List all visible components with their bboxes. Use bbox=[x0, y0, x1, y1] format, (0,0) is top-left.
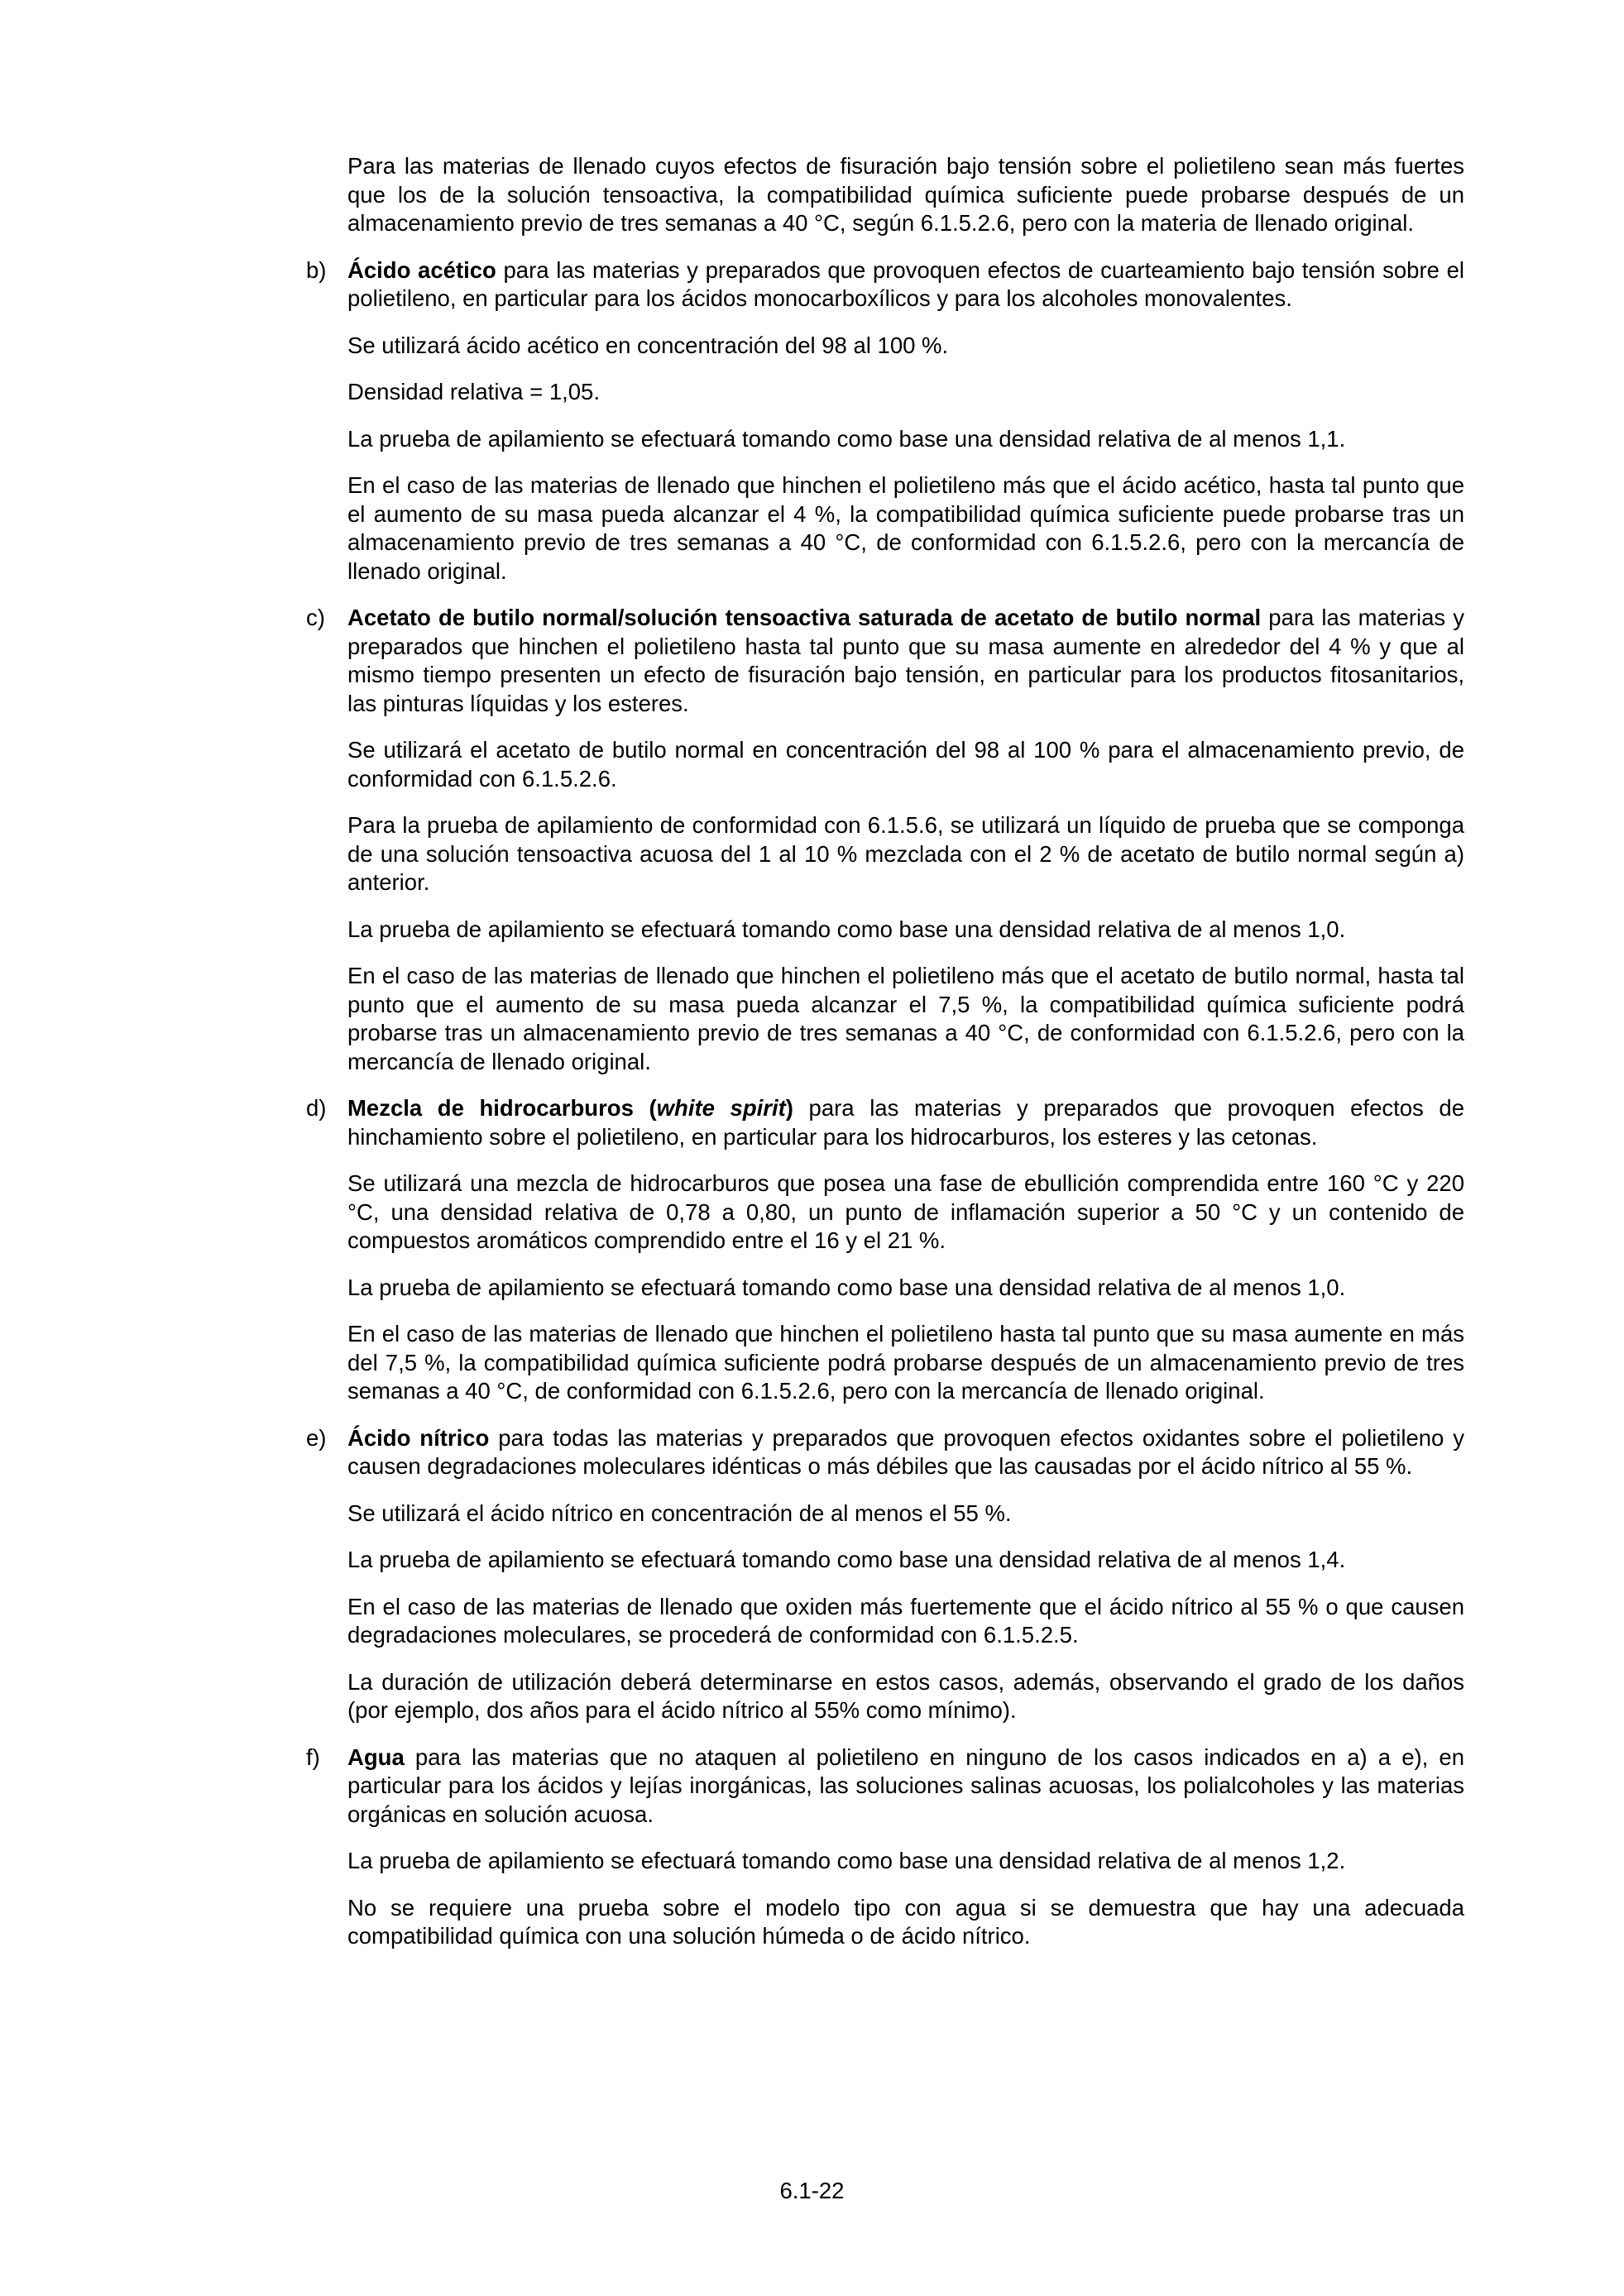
list-marker-b: b) bbox=[306, 256, 327, 283]
intro-paragraph: Para las materias de llenado cuyos efectos de fisuración bajo tensión sobre el polietileno sean más fuertes que los de la solución tensoactiva, la compatibilidad química suficiente puede probarse después de un almacenamiento previo de tres semanas a 40 °C, según 6.1.5.2.6, pero con la materia de llenado original. bbox=[347, 153, 1464, 236]
page-number: 6.1-22 bbox=[779, 2178, 845, 2203]
item-e-text: para todas las materias y preparados que provoquen efectos oxidantes sobre el polietileno y causen degradaciones moleculares idénticas o más débiles que las causadas por el ácido nítrico al 55 %. bbox=[347, 1424, 1464, 1479]
list-marker-e: e) bbox=[306, 1424, 327, 1451]
item-b-paragraph-4: En el caso de las materias de llenado que hinchen el polietileno más que el ácido acético, hasta tal punto que el aumento de su masa pueda alcanzar el 4 %, la compatibilidad química suficiente puede probarse tras un almacenamiento previo de tres semanas a 40 °C, de conformidad con 6.1.5.2.6, pero con la mercancía de llenado original. bbox=[347, 472, 1464, 584]
item-f-paragraph-2: No se requiere una prueba sobre el modelo tipo con agua si se demuestra que hay una adecuada compatibilidad química con una solución húmeda o de ácido nítrico. bbox=[347, 1894, 1464, 1949]
item-c-paragraph-2: Para la prueba de apilamiento de conformidad con 6.1.5.6, se utilizará un líquido de prueba que se componga de una solución tensoactiva acuosa del 1 al 10 % mezclada con el 2 % de acetato de butilo normal según a) anterior. bbox=[347, 812, 1464, 895]
item-c-paragraph-3: La prueba de apilamiento se efectuará tomando como base una densidad relativa de al menos 1,0. bbox=[347, 916, 1346, 942]
item-d-text: para las materias y preparados que provoquen efectos de hinchamiento sobre el polietileno, en particular para los hidrocarburos, los esteres y las cetonas. bbox=[347, 1095, 1464, 1150]
list-marker-c: c) bbox=[306, 605, 325, 630]
list-marker-d: d) bbox=[306, 1095, 327, 1121]
item-b-paragraph-1: Se utilizará ácido acético en concentración del 98 al 100 %. bbox=[347, 332, 949, 358]
item-e-title: Ácido nítrico bbox=[347, 1424, 490, 1451]
item-e-paragraph-3: En el caso de las materias de llenado que oxiden más fuertemente que el ácido nítrico al 55 % o que causen degradaciones moleculares, se procederá de conformidad con 6.1.5.2.5. bbox=[347, 1593, 1464, 1648]
item-d-paragraph-3: En el caso de las materias de llenado que hinchen el polietileno hasta tal punto que su masa aumente en más del 7,5 %, la compatibilidad química suficiente podrá probarse después de un almacenamiento previo de tres semanas a 40 °C, de conformidad con 6.1.5.2.6, pero con la mercancía de llenado original. bbox=[347, 1321, 1464, 1404]
document-body bbox=[306, 152, 1464, 1969]
list-marker-f: f) bbox=[306, 1744, 320, 1770]
item-e-paragraph-2: La prueba de apilamiento se efectuará tomando como base una densidad relativa de al menos 1,4. bbox=[347, 1547, 1346, 1572]
item-b-text: para las materias y preparados que provoquen efectos de cuarteamiento bajo tensión sobre el polietileno, en particular para los ácidos monocarboxílicos y para los alcoholes monovalentes. bbox=[347, 256, 1464, 311]
item-f-paragraph-1: La prueba de apilamiento se efectuará tomando como base una densidad relativa de al menos 1,2. bbox=[347, 1848, 1346, 1873]
list-item-c bbox=[306, 604, 1464, 718]
item-d-title-italic: white spirit bbox=[656, 1095, 786, 1121]
item-d-title-b: ) bbox=[785, 1095, 793, 1121]
item-c-paragraph-4: En el caso de las materias de llenado que hinchen el polietileno más que el acetato de butilo normal, hasta tal punto que el aumento de su masa pueda alcanzar el 7,5 %, la compatibilidad química suficiente podrá probarse tras un almacenamiento previo de tres semanas a 40 °C, de conformidad con 6.1.5.2.6, pero con la mercancía de llenado original. bbox=[347, 963, 1464, 1074]
item-d-paragraph-2: La prueba de apilamiento se efectuará tomando como base una densidad relativa de al menos 1,0. bbox=[347, 1274, 1346, 1300]
item-d-title-a: Mezcla de hidrocarburos ( bbox=[347, 1095, 657, 1121]
item-e-paragraph-4: La duración de utilización deberá determinarse en estos casos, además, observando el grado de los daños (por ejemplo, dos años para el ácido nítrico al 55% como mínimo). bbox=[347, 1668, 1464, 1723]
item-c-text: para las materias y preparados que hinchen el polietileno hasta tal punto que su masa aumente en alrededor del 4 % y que al mismo tiempo presenten un efecto de fisuración bajo tensión, en particular para los productos fitosanitarios, las pinturas líquidas y los esteres. bbox=[347, 605, 1464, 716]
item-e-paragraph-1: Se utilizará el ácido nítrico en concentración de al menos el 55 %. bbox=[347, 1500, 1012, 1526]
item-b-title: Ácido acético bbox=[347, 256, 496, 283]
item-d-paragraph-1: Se utilizará una mezcla de hidrocarburos que posea una fase de ebullición comprendida entre 160 °C y 220 °C, una densidad relativa de 0,78 a 0,80, un punto de inflamación superior a 50 °C y un contenido de compuestos aromáticos comprendido entre el 16 y el 21 %. bbox=[347, 1170, 1464, 1253]
list-item-b bbox=[306, 256, 1464, 313]
item-c-title: Acetato de butilo normal/solución tensoactiva saturada de acetato de butilo normal bbox=[347, 605, 1262, 630]
item-b-paragraph-3: La prueba de apilamiento se efectuará tomando como base una densidad relativa de al menos 1,1. bbox=[347, 425, 1346, 452]
item-b-paragraph-2: Densidad relativa = 1,05. bbox=[347, 379, 600, 404]
list-item-f bbox=[306, 1744, 1464, 1830]
list-item-e bbox=[306, 1424, 1464, 1481]
item-f-title: Agua bbox=[347, 1744, 405, 1770]
item-c-paragraph-1: Se utilizará el acetato de butilo normal en concentración del 98 al 100 % para el almacenamiento previo, de conformidad con 6.1.5.2.6. bbox=[347, 737, 1464, 792]
item-f-text: para las materias que no ataquen al polietileno en ninguno de los casos indicados en a) a e), en particular para los ácidos y lejías inorgánicas, las soluciones salinas acuosas, los polialcoholes y las materias orgánicas en solución acuosa. bbox=[347, 1744, 1464, 1827]
list-item-d bbox=[306, 1094, 1464, 1151]
